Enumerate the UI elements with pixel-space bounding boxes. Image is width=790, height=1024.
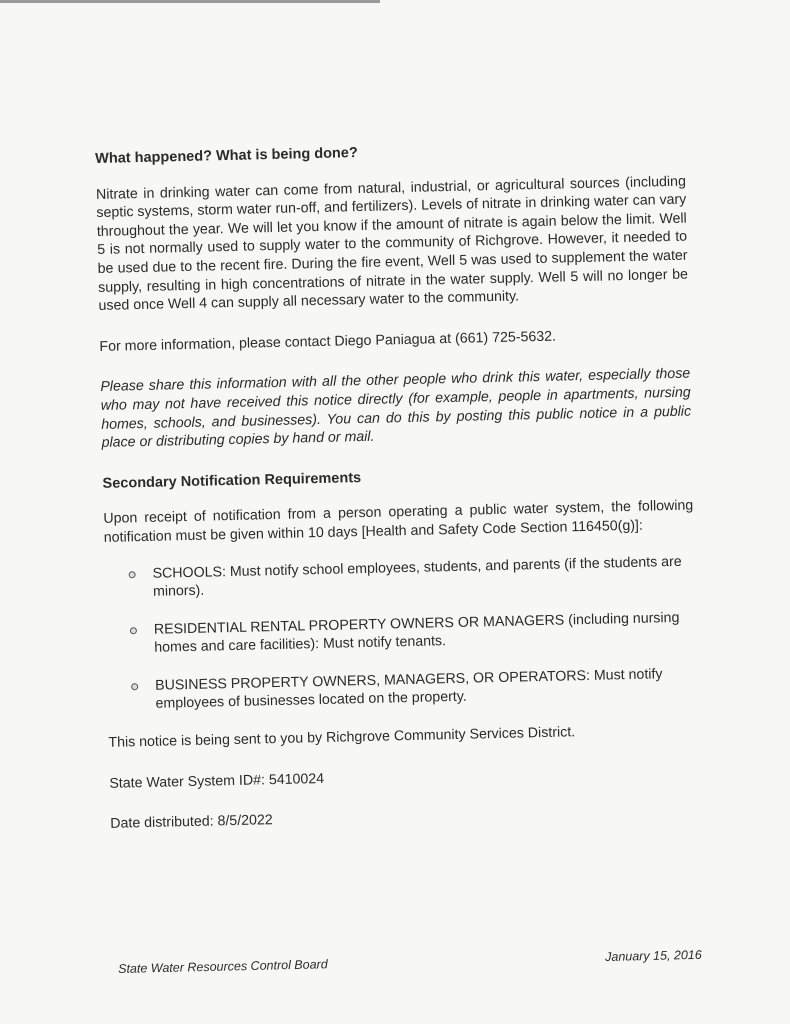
footer-date: January 15, 2016 [605,947,702,964]
list-item [107,664,698,715]
bullet-icon [131,683,138,690]
bullet-icon [129,571,136,578]
notice-body [95,137,700,834]
heading-secondary-notification: Secondary Notification Requirements [102,469,362,492]
list-item-text: SCHOOLS: Must notify school employees, students, and parents (if the students are minors). [152,553,682,600]
date-distributed-line: Date distributed: 8/5/2022 [110,812,273,833]
scan-edge-line [0,0,380,3]
footer-agency: State Water Resources Control Board [118,957,328,976]
bullet-icon [130,627,137,634]
share-paragraph: Please share this information with all the other people who drink this water, especially those who may not have received this notice directly (for example, people in apartments, nursing homes, schools, and businesses). You can do this by posting this public notice in a public place or distributing copies by hand or mail. [100,365,692,452]
contact-line: For more information, please contact Diego Paniagua at (661) 725-5632. [99,328,557,355]
nitrate-paragraph: Nitrate in drinking water can come from natural, industrial, or agricultural sources (including septic systems, storm water run-off, and fertilizers). Levels of nitrate in drinking water can vary throughout the year. We will let you know if the amount of nitrate is again below the limit. Well 5 is not normally used to supply water to the community of Richgrove. However, it needed to be used due to the recent fire. During the fire event, Well 5 was used to supplement the water supply, resulting in high concentrations of nitrate in the water supply. Well 5 will no longer be used once Well 4 can supply all necessary water to the community. [95,173,689,315]
list-item [104,552,695,603]
heading-what-happened: What happened? What is being done? [95,145,358,167]
list-item-text: BUSINESS PROPERTY OWNERS, MANAGERS, OR OPERATORS: Must notify employees of businesses located on the property. [154,666,663,713]
list-item-text: RESIDENTIAL RENTAL PROPERTY OWNERS OR MANAGERS (including nursing homes and care facilities): Must notify tenants. [153,609,680,657]
secondary-intro: Upon receipt of notification from a person operating a public water system, the following notification must be given within 10 days [Health and Safety Code Section 116450(g)]: [103,497,694,546]
sent-by-line: This notice is being sent to you by Richgrove Community Services District. [108,724,576,751]
list-item [106,608,697,659]
system-id-line: State Water System ID#: 5410024 [109,770,325,792]
notification-list [104,552,697,715]
